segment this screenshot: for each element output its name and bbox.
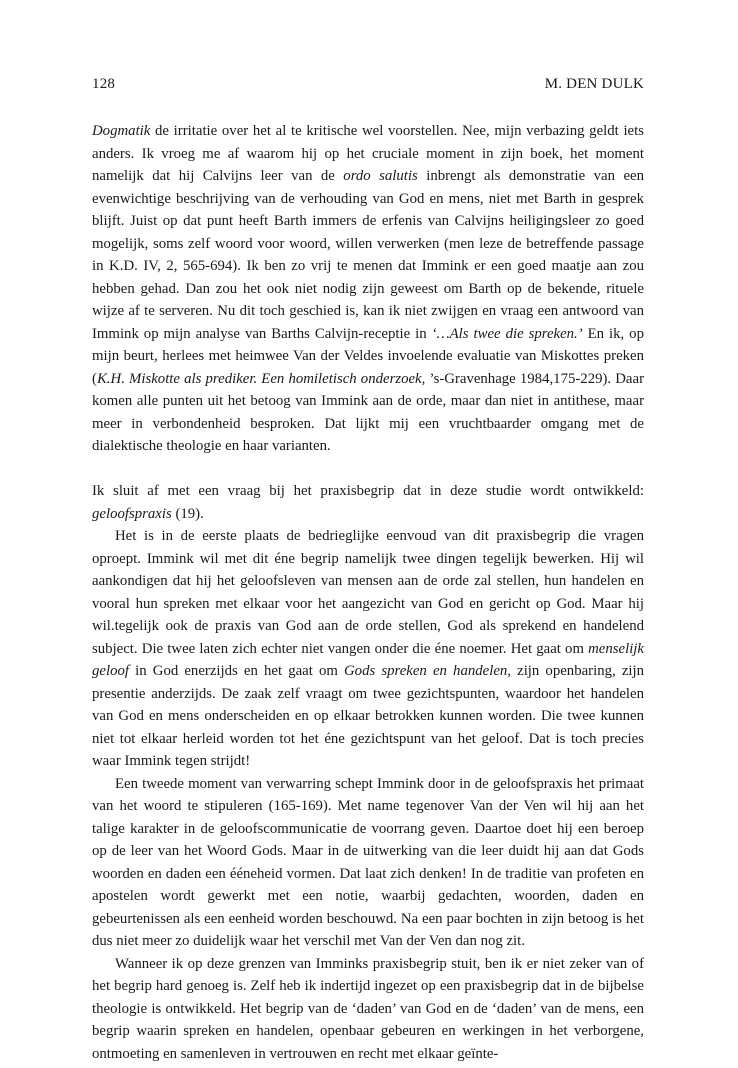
text-run: in God enerzijds en het gaat om	[129, 663, 344, 679]
body-text	[92, 120, 644, 1065]
paragraph-limits	[92, 953, 644, 1066]
text-run: Ik sluit af met een vraag bij het praxisbegrip dat in deze studie wordt ontwikkeld:	[92, 483, 644, 499]
italic-text: ordo salutis	[343, 168, 418, 184]
text-run: , zijn openbaring, zijn presentie anderzijds. De zaak zelf vraagt om twee gezichtspunten, waardoor het handelen van God en mens onderscheiden en op elkaar betrokken kunnen worden. Die twee kunnen niet tot elkaar herleid worden tot het éne gezichtspunt van het geloof. Dat is toch precies waar Immink tegen strijdt!	[92, 663, 645, 769]
paragraph-second-confusion	[92, 773, 644, 953]
italic-text: Gods spreken en handelen	[344, 663, 508, 679]
text-run: En ik, op mijn beurt, herlees met heimwee Van der Veldes invoelende evaluatie van Miskottes preken (	[92, 325, 644, 387]
running-header	[92, 76, 644, 93]
italic-text: menselijk geloof	[92, 640, 644, 679]
paragraph-continued	[92, 120, 644, 458]
text-run: (19).	[171, 505, 204, 522]
italic-text: geloofspraxis	[92, 505, 172, 522]
italic-text: ‘…Als twee die spreken.’	[431, 325, 583, 342]
page-number: 128	[92, 76, 116, 92]
text-run: de irritatie over het al te kritische wel voorstellen. Nee, mijn verbazing geldt iets anders. Ik vroeg me af waarom hij op het cruciale moment in zijn boek, het moment namelijk dat hij Calvijns leer van de	[92, 123, 644, 184]
paragraph-deceptive-simplicity	[92, 525, 644, 773]
running-title: M. DEN DULK	[544, 76, 644, 92]
paragraph-praxis-question	[92, 480, 644, 525]
text-run: Een tweede moment van verwarring schept Immink door in de geloofspraxis het primaat van het woord te stipuleren (165-169). Met name tegenover Van der Ven wil hij aan het talige karakter in de geloofscommunicatie de voorrang geven. Daartoe doet hij een beroep op de leer van het Woord Gods. Maar in de uitwerking van die leer duidt hij aan dat Gods woorden en daden een ééneheid vormen. Dat laat zich denken! In de traditie van profeten en apostelen wordt gewerkt met een notie, waarbij gedachten, woorden, daden en gebeurtenissen als een eenheid worden beschouwd. Na een paar bochten in zijn betoog is het dus niet meer zo duidelijk waar het verschil met Van der Ven dan nog zit.	[92, 775, 644, 949]
text-run: inbrengt als demonstratie van een evenwichtige beschrijving van de verhouding van God en mens, niet met Barth in gesprek blijft. Juist op dat punt heeft Barth immers de erfenis van Calvijns heiligingsleer zo goed mogelijk, soms zelf woord voor woord, willen verwerken (men leze de betreffende passage in K.D. IV, 2, 565-694). Ik ben zo vrij te menen dat Immink er een goed maatje aan zou hebben gehad. Dan zou het ook niet nodig zijn geweest om Barth op de bekende, rituele wijze af te serveren. Nu dit toch geschied is, kan ik niet zwijgen en vraag een antwoord van Immink op mijn analyse van Barths Calvijn-receptie in	[92, 168, 644, 342]
text-run: Wanneer ik op deze grenzen van Imminks praxisbegrip stuit, ben ik er niet zeker van of het begrip hard genoeg is. Zelf heb ik indertijd ingezet op een praxisbegrip dat in de bijbelse theologie is ontwikkeld. Het begrip van de ‘daden’ van God en de ‘daden’ van de mens, een begrip waarin spreken en handelen, openbaar gebeuren en werkingen in het verborgene, ontmoeting en samenleven in vertrouwen en recht met elkaar geïnte-	[92, 955, 644, 1062]
italic-text: Dogmatik	[92, 123, 151, 139]
text-run: , ’s-Gravenhage 1984,175-229). Daar komen alle punten uit het betoog van Immink aan de orde, maar dan niet in antithese, maar meer in verbondenheid besproken. Dat lijkt mij een vruchtbaarder omgang met de dialektische theologie en haar varianten.	[92, 370, 644, 454]
text-run: Het is in de eerste plaats de bedrieglijke eenvoud van dit praxisbegrip die vragen oproept. Immink wil met dit éne begrip namelijk twee dingen tegelijk bewerken. Hij wil aankondigen dat hij het geloofsleven van mensen aan de orde zal stellen, hun handelen en vooral hun spreken met elkaar voor het aangezicht van God en gericht op God. Maar hij wil.tegelijk ook de praxis van God aan de orde stellen, God als sprekend en handelend subject. Die twee laten zich echter niet vangen onder die éne noemer. Het gaat om	[92, 528, 644, 657]
italic-text: K.H. Miskotte als prediker. Een homiletisch onderzoek	[96, 370, 422, 387]
